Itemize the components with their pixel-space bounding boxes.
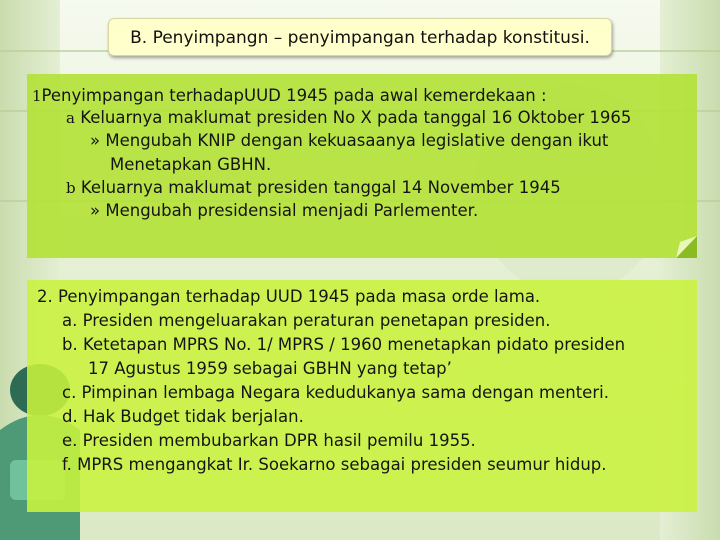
section-1-heading-text: Penyimpangan terhadapUUD 1945 pada awal kemerdekaan : bbox=[41, 86, 547, 105]
section-1-item-a-sub bbox=[90, 130, 608, 152]
section-2-line: f. MPRS mengangkat Ir. Soekarno sebagai presiden seumur hidup. bbox=[62, 455, 607, 474]
section-1-item-b bbox=[66, 177, 561, 199]
section-1-item-b-sub bbox=[90, 200, 478, 222]
page-fold-corner bbox=[676, 236, 697, 258]
section-2-line: c. Pimpinan lembaga Negara kedudukanya sama dengan menteri. bbox=[62, 383, 609, 402]
title-box bbox=[108, 18, 612, 56]
item-b-sub-marker: » bbox=[90, 201, 101, 220]
section-2-line: a. Presiden mengeluarakan peraturan penetapan presiden. bbox=[62, 311, 551, 330]
slide-title: B. Penyimpangn – penyimpangan terhadap konstitusi. bbox=[130, 28, 590, 48]
item-a-text: Keluarnya maklumat presiden No X pada tanggal 16 Oktober 1965 bbox=[80, 108, 632, 127]
section-2-line: b. Ketetapan MPRS No. 1/ MPRS / 1960 menetapkan pidato presiden bbox=[62, 335, 626, 354]
section-2-line: e. Presiden membubarkan DPR hasil pemilu 1955. bbox=[62, 431, 476, 450]
item-b-text: Keluarnya maklumat presiden tanggal 14 November 1945 bbox=[80, 178, 561, 197]
item-b-sub-text: Mengubah presidensial menjadi Parlementer. bbox=[105, 201, 479, 220]
item-a-sub-marker: » bbox=[90, 131, 101, 150]
section-2-line: 17 Agustus 1959 sebagai GBHN yang tetap’ bbox=[88, 359, 452, 378]
item-b-marker: b bbox=[66, 179, 76, 197]
section-2-heading: 2. Penyimpangan terhadap UUD 1945 pada masa orde lama. bbox=[37, 287, 541, 306]
section-1-heading bbox=[32, 85, 547, 107]
section-1-number: 1 bbox=[32, 87, 42, 105]
section-2-line: d. Hak Budget tidak berjalan. bbox=[62, 407, 304, 426]
item-a-marker: a bbox=[66, 109, 75, 127]
item-a-sub-line1: Mengubah KNIP dengan kekuasaanya legislative dengan ikut bbox=[105, 131, 609, 150]
section-1-item-a bbox=[66, 107, 631, 129]
item-a-sub-line2: Menetapkan GBHN. bbox=[110, 155, 272, 174]
